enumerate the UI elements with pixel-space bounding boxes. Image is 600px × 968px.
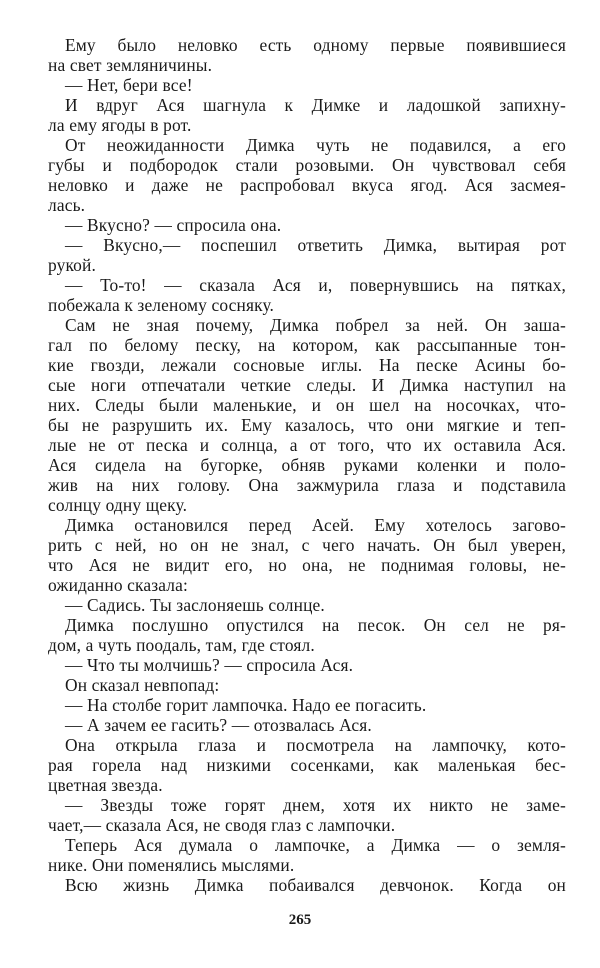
- body-text: [48, 35, 566, 895]
- text-line: И вдруг Ася шагнула к Димке и ладошкой запихну-: [65, 95, 566, 115]
- text-line: Теперь Ася думала о лампочке, а Димка — о земля-: [65, 835, 566, 855]
- text-line: — Нет, бери все!: [65, 75, 193, 95]
- text-line: цветная звезда.: [48, 775, 163, 795]
- text-line: — На столбе горит лампочка. Надо ее погасить.: [65, 695, 427, 715]
- text-line: жив на них голову. Она зажмурила глаза и подставила: [48, 475, 566, 495]
- text-line: побежала к зеленому сосняку.: [48, 295, 275, 315]
- text-line: От неожиданности Димка чуть не подавился, а его: [65, 135, 566, 155]
- text-line: бы не разрушить их. Ему казалось, что они мягкие и теп-: [48, 415, 566, 435]
- text-line: Димка остановился перед Асей. Ему хотелось загово-: [65, 515, 566, 535]
- text-line: лась.: [48, 195, 86, 215]
- text-line: на свет земляничины.: [48, 55, 213, 75]
- text-line: лые не от песка и солнца, а от того, что их оставила Ася.: [48, 435, 566, 455]
- text-line: гал по белому песку, на котором, как рассыпанные тон-: [48, 335, 566, 355]
- text-line: — Звезды тоже горят днем, хотя их никто не заме-: [65, 795, 566, 815]
- text-line: ла ему ягоды в рот.: [48, 115, 192, 135]
- text-line: — Вкусно? — спросила она.: [65, 215, 282, 235]
- text-line: Димка послушно опустился на песок. Он сел не ря-: [65, 615, 566, 635]
- text-line: рить с ней, но он не знал, с чего начать. Он был уверен,: [48, 535, 566, 555]
- text-line: рукой.: [48, 255, 96, 275]
- text-line: — Вкусно,— поспешил ответить Димка, вытирая рот: [65, 235, 566, 255]
- text-line: — Садись. Ты заслоняешь солнце.: [65, 595, 325, 615]
- text-line: — А зачем ее гасить? — отозвалась Ася.: [65, 715, 372, 735]
- text-line: нике. Они поменялись мыслями.: [48, 855, 295, 875]
- text-line: кие гвозди, лежали сосновые иглы. На песке Асины бо-: [48, 355, 566, 375]
- page-number: 265: [288, 912, 312, 928]
- text-line: дом, а чуть поодаль, там, где стоял.: [48, 635, 315, 655]
- text-line: что Ася не видит его, но она, не поднимая головы, не-: [48, 555, 566, 575]
- text-line: сые ноги отпечатали четкие следы. И Димка наступил на: [48, 375, 566, 395]
- text-line: Ася сидела на бугорке, обняв руками коленки и поло-: [48, 455, 566, 475]
- text-line: них. Следы были маленькие, и он шел на носочках, что-: [48, 395, 566, 415]
- text-line: Он сказал невпопад:: [65, 675, 220, 695]
- text-line: — То-то! — сказала Ася и, повернувшись на пятках,: [65, 275, 566, 295]
- text-line: ожиданно сказала:: [48, 575, 188, 595]
- text-line: рая горела над низкими сосенками, как маленькая бес-: [48, 755, 566, 775]
- text-line: губы и подбородок стали розовыми. Он чувствовал себя: [48, 155, 566, 175]
- text-line: Сам не зная почему, Димка побрел за ней. Он заша-: [65, 315, 566, 335]
- text-line: солнцу одну щеку.: [48, 495, 188, 515]
- text-line: Ему было неловко есть одному первые появившиеся: [65, 35, 566, 55]
- text-line: неловко и даже не распробовал вкуса ягод. Ася засмея-: [48, 175, 566, 195]
- text-line: Она открыла глаза и посмотрела на лампочку, кото-: [65, 735, 566, 755]
- text-line: Всю жизнь Димка побаивался девчонок. Когда он: [65, 875, 566, 895]
- text-line: чает,— сказала Ася, не сводя глаз с лампочки.: [48, 815, 396, 835]
- text-line: — Что ты молчишь? — спросила Ася.: [65, 655, 354, 675]
